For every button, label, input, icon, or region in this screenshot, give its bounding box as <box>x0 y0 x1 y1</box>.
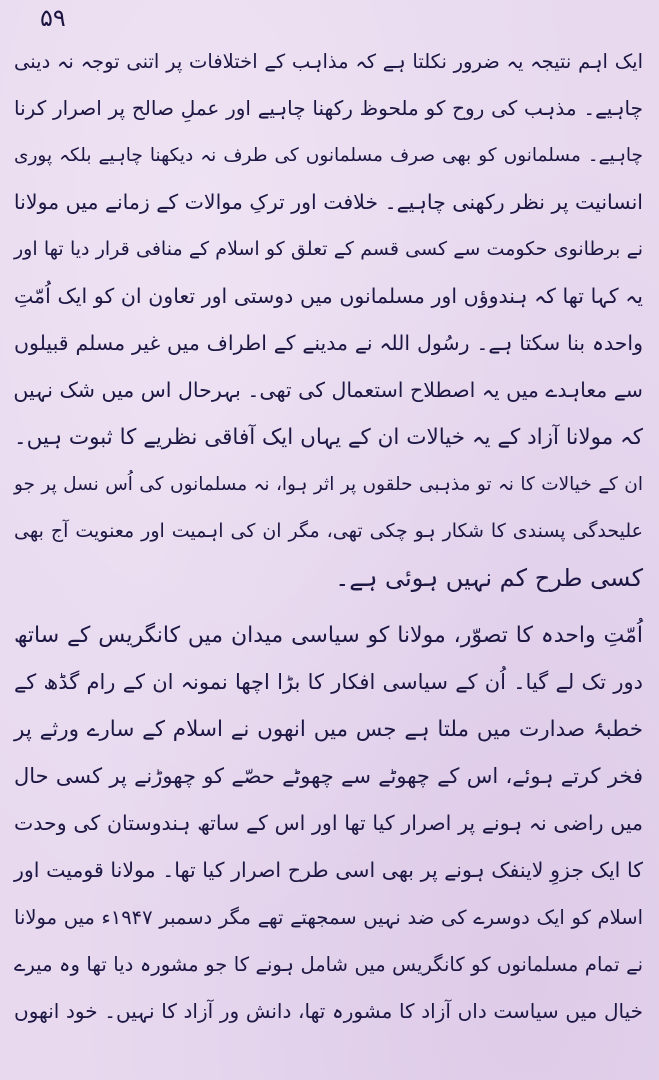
text-line: اُمّتِ واحدہ کا تصوّر، مولانا کو سیاسی میدان میں کانگریس کے ساتھ <box>14 623 643 648</box>
text-line: چاہیے۔ مذہب کی روح کو ملحوظ رکھنا چاہیے اور عملِ صالح پر اصرار کرنا <box>14 96 643 120</box>
paragraph-1 <box>14 38 643 602</box>
text-line: کسی طرح کم نہیں ہوئی ہے۔ <box>335 564 643 592</box>
text-line: یہ کہا تھا کہ ہندوؤں اور مسلمانوں میں دوستی اور تعاون ان کو ایک اُمّتِ <box>14 284 643 308</box>
text-line: ان کے خیالات کا نہ تو مذہبی حلقوں پر اثر ہوا، نہ مسلمانوں کی اُس نسل پر جو <box>14 474 643 495</box>
paragraph-2 <box>14 612 643 1035</box>
text-line: میں راضی نہ ہونے پر اصرار کیا تھا اور اس کے ساتھ ہندوستان کی وحدت <box>14 811 643 835</box>
text-line: چاہیے۔ مسلمانوں کو بھی صرف مسلمانوں کی طرف نہ دیکھنا چاہیے بلکہ پوری <box>14 145 643 166</box>
text-line: نے برطانوی حکومت سے کسی قسم کے تعلق کو اسلام کے منافی قرار دیا تھا اور <box>14 238 643 260</box>
page-number: ۵۹ <box>40 4 66 32</box>
text-line: ایک اہم نتیجہ یہ ضرور نکلتا ہے کہ مذاہب کے اختلافات پر اتنی توجہ نہ دینی <box>14 50 643 73</box>
text-line: سے معاہدے میں یہ اصطلاح استعمال کی تھی۔ بہرحال اس میں شک نہیں <box>13 378 643 402</box>
text-line: دور تک لے گیا۔ اُن کے سیاسی افکار کا بڑا اچھا نمونہ ان کے رام گڈھ کے <box>14 670 643 694</box>
text-line: علیحدگی پسندی کا شکار ہو چکی تھی، مگر ان کی اہمیت اور معنویت آج بھی <box>14 520 643 542</box>
text-line: کہ مولانا آزاد کے یہ خیالات ان کے یہاں ایک آفاقی نظریے کا ثبوت ہیں۔ <box>14 425 643 450</box>
text-line: انسانیت پر نظر رکھنی چاہیے۔ خلافت اور ترکِ موالات کے زمانے میں مولانا <box>13 190 643 214</box>
text-line: واحدہ بنا سکتا ہے۔ رسُول اللہ نے مدینے کے اطراف میں غیر مسلم قبیلوں <box>14 331 643 355</box>
paragraph-gap <box>14 602 643 612</box>
text-line: کا ایک جزوِ لاینفک ہونے پر بھی اسی طرح اصرار کیا تھا۔ مولانا قومیت اور <box>14 858 643 882</box>
text-line: خیال میں سیاست داں آزاد کا مشورہ تھا، دانش ور آزاد کا نہیں۔ خود انھوں <box>14 999 643 1023</box>
text-line: اسلام کو ایک دوسرے کی ضد نہیں سمجھتے تھے مگر دسمبر ۱۹۴۷ء میں مولانا <box>14 906 644 929</box>
text-line: خطبۂ صدارت میں ملتا ہے جس میں انھوں نے اسلام کے سارے ورثے پر <box>14 717 643 742</box>
text-line: نے تمام مسلمانوں کو کانگریس میں شامل ہونے کا جو مشورہ دیا تھا وہ میرے <box>14 953 643 976</box>
text-line: فخر کرتے ہوئے، اس کے چھوٹے سے چھوٹے حصّے کو چھوڑنے پر کسی حال <box>14 764 643 788</box>
